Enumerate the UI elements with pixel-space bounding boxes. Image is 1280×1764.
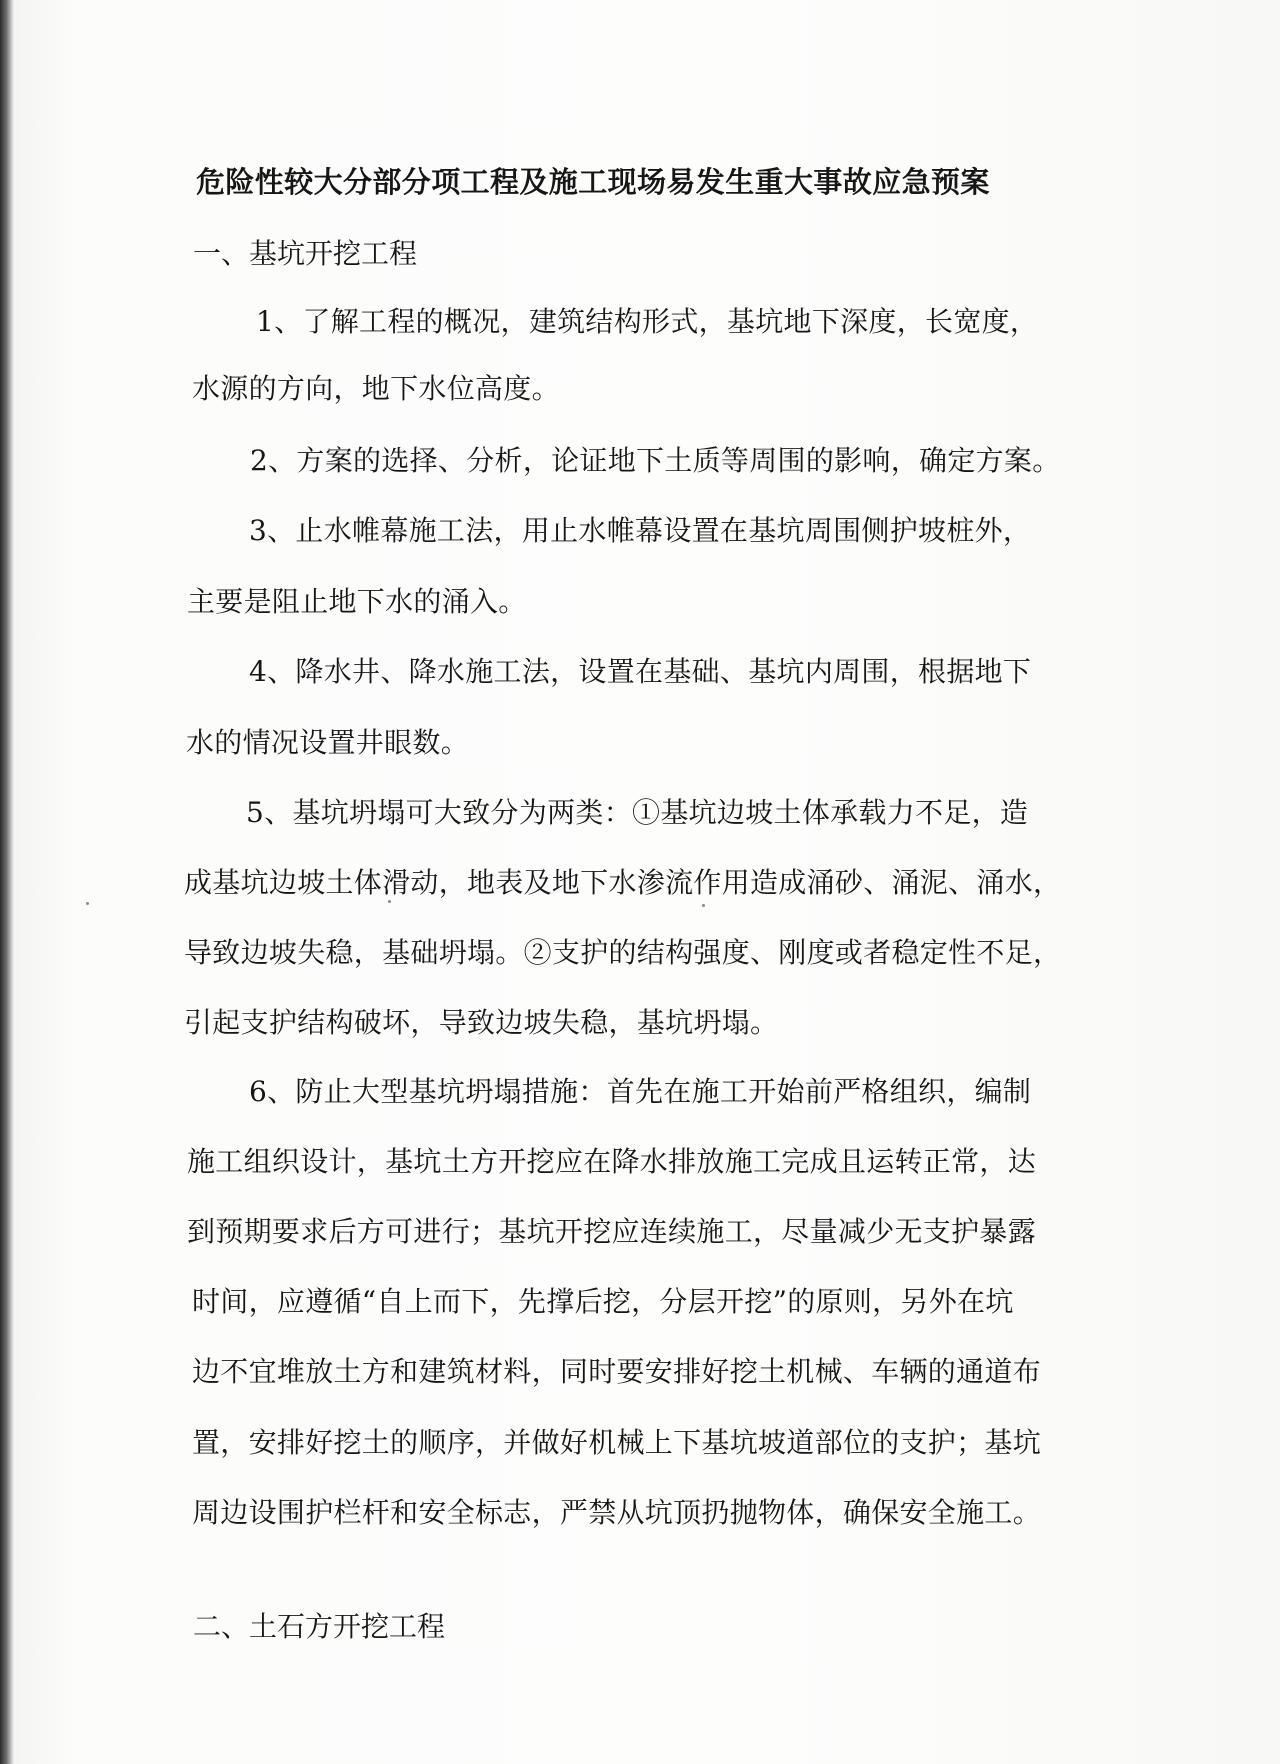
paragraph-line: 导致边坡失稳，基础坍塌。②支护的结构强度、刚度或者稳定性不足， — [184, 936, 1062, 969]
paragraph-line: 4、降水井、降水施工法，设置在基础、基坑内周围，根据地下 — [249, 655, 1032, 688]
paragraph-line: 周边设围护栏杆和安全标志，严禁从坑顶扔抛物体，确保安全施工。 — [192, 1496, 1042, 1529]
paragraph-line: 时间，应遵循“自上而下，先撑后挖，分层开挖”的原则，另外在坑 — [192, 1285, 1014, 1318]
paragraph-line: 1、了解工程的概况，建筑结构形式，基坑地下深度，长宽度， — [256, 305, 1039, 338]
paragraph-line: 施工组织设计，基坑土方开挖应在降水排放施工完成且运转正常，达 — [187, 1145, 1037, 1178]
scan-speck — [702, 904, 705, 907]
paragraph-line: 主要是阻止地下水的涌入。 — [187, 585, 527, 618]
section-heading-1: 一、基坑开挖工程 — [193, 237, 418, 270]
document-title: 危险性较大分部分项工程及施工现场易发生重大事故应急预案 — [196, 165, 990, 199]
paragraph-line: 水的情况设置井眼数。 — [186, 726, 470, 759]
paragraph-line: 引起支护结构破坏，导致边坡失稳，基坑坍塌。 — [184, 1006, 779, 1039]
paragraph-line: 边不宜堆放土方和建筑材料，同时要安排好挖土机械、车辆的通道布 — [192, 1355, 1042, 1388]
paragraph-line: 2、方案的选择、分析，论证地下土质等周围的影响，确定方案。 — [250, 444, 1061, 477]
paragraph-line: 6、防止大型基坑坍塌措施：首先在施工开始前严格组织，编制 — [249, 1075, 1032, 1108]
scan-speck — [388, 900, 391, 903]
paragraph-line: 水源的方向，地下水位高度。 — [192, 372, 560, 405]
section-heading-2: 二、土石方开挖工程 — [193, 1610, 446, 1643]
paragraph-line: 5、基坑坍塌可大致分为两类：①基坑边坡土体承载力不足，造 — [246, 796, 1029, 829]
page-edge-shadow — [0, 0, 14, 1764]
paragraph-line: 置，安排好挖土的顺序，并做好机械上下基坑坡道部位的支护；基坑 — [192, 1426, 1042, 1459]
paragraph-line: 成基坑边坡土体滑动，地表及地下水渗流作用造成涌砂、涌泥、涌水， — [184, 866, 1062, 899]
paragraph-line: 到预期要求后方可进行；基坑开挖应连续施工，尽量减少无支护暴露 — [187, 1215, 1037, 1248]
scan-speck — [86, 902, 89, 905]
paragraph-line: 3、止水帷幕施工法，用止水帷幕设置在基坑周围侧护坡桩外， — [249, 514, 1032, 547]
